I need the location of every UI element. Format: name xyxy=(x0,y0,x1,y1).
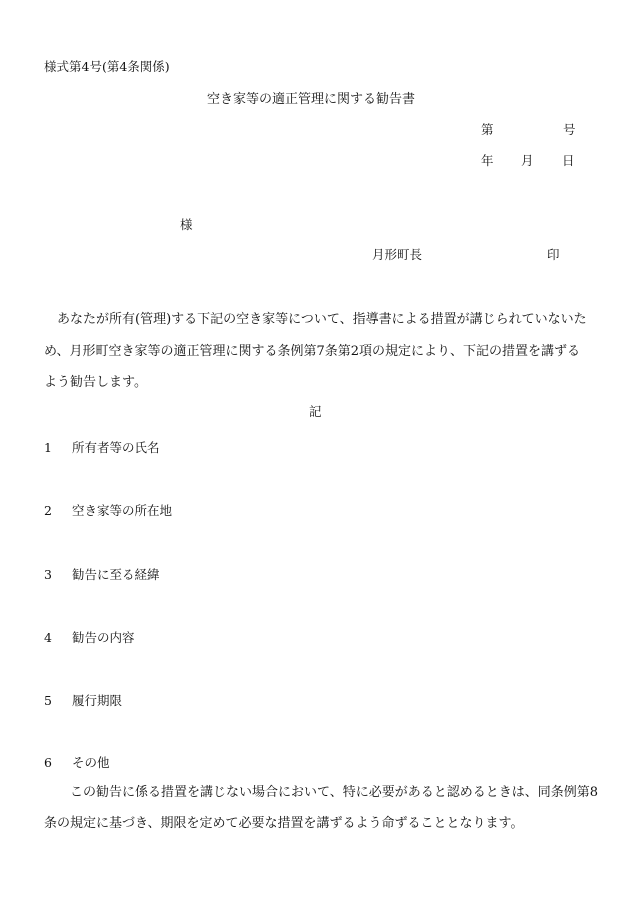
item-label: 履行期限 xyxy=(72,693,123,708)
seal-mark: 印 xyxy=(547,247,560,262)
item-number: 3 xyxy=(44,567,52,582)
date-day: 日 xyxy=(562,153,575,168)
item-deadline xyxy=(44,691,122,709)
item-label: 勧告の内容 xyxy=(72,630,135,645)
document-number-prefix: 第 xyxy=(481,122,494,137)
item-background xyxy=(44,565,160,583)
date-year: 年 xyxy=(481,153,494,168)
document-number-suffix: 号 xyxy=(563,122,576,137)
body-paragraph: あなたが所有(管理)する下記の空き家等について、指導書による措置が講じられていないため、月形町空き家等の適正管理に関する条例第7条第2項の規定により、下記の措置を講ずるよう勧告します。 xyxy=(44,312,587,390)
item-label: 勧告に至る経緯 xyxy=(72,567,160,582)
form-number: 様式第4号(第4条関係) xyxy=(44,59,170,74)
item-number: 6 xyxy=(44,755,52,770)
issuer-name: 月形町長 xyxy=(372,247,423,262)
item-label: その他 xyxy=(72,755,110,770)
other-paragraph: この勧告に係る措置を講じない場合において、特に必要があると認めるときは、同条例第8条の規定に基づき、期限を定めて必要な措置を講ずるよう命ずることとなります。 xyxy=(44,785,599,831)
item-location xyxy=(44,501,172,519)
ki-heading: 記 xyxy=(309,404,322,419)
document-title: 空き家等の適正管理に関する勧告書 xyxy=(207,92,416,107)
item-number: 1 xyxy=(44,440,52,455)
item-label: 空き家等の所在地 xyxy=(72,503,173,518)
date-month: 月 xyxy=(521,153,534,168)
item-recommendation-content xyxy=(44,628,135,646)
item-label: 所有者等の氏名 xyxy=(72,440,160,455)
item-other xyxy=(44,753,110,771)
recipient-honorific: 様 xyxy=(180,217,193,232)
item-number: 4 xyxy=(44,630,52,645)
item-number: 2 xyxy=(44,503,52,518)
item-number: 5 xyxy=(44,693,52,708)
item-owner-name xyxy=(44,438,160,456)
